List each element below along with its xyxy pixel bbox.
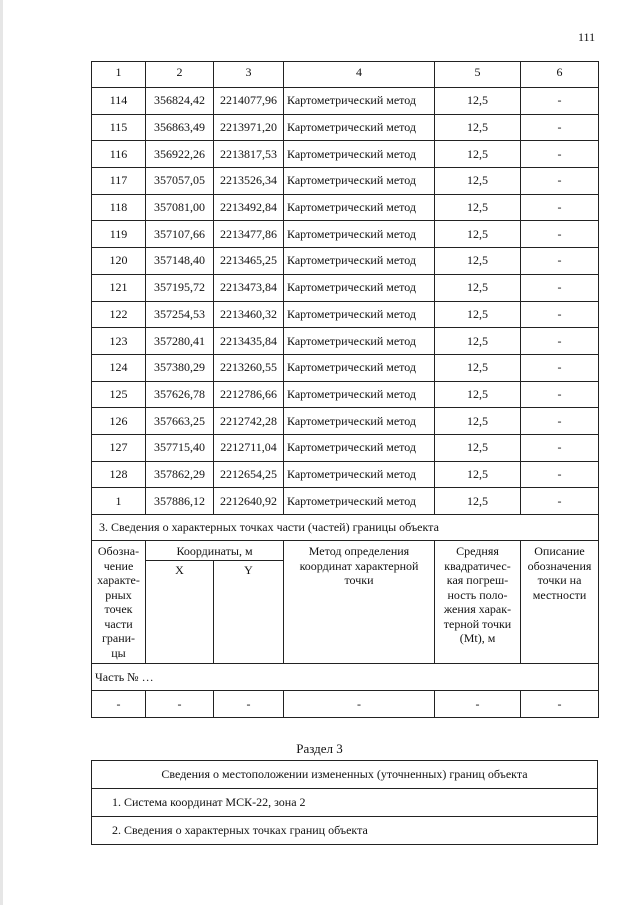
description-cell: - — [521, 194, 599, 221]
x-coordinate-cell: 356863,49 — [146, 114, 214, 141]
mt-header: Средняя квадратичес- кая погреш- ность поло- жения харак- терной точки (Mt), м — [435, 541, 521, 664]
y-coordinate-cell: 2213260,55 — [214, 354, 284, 381]
point-number-cell: 1 — [92, 488, 146, 515]
x-coordinate-cell: 357380,29 — [146, 354, 214, 381]
table-row — [92, 434, 599, 461]
y-coordinate-cell: 2213492,84 — [214, 194, 284, 221]
point-number-cell: 128 — [92, 461, 146, 488]
point-number-cell: 123 — [92, 328, 146, 355]
description-cell: - — [521, 274, 599, 301]
mt-cell: 12,5 — [435, 194, 521, 221]
characteristic-points-row — [92, 817, 598, 845]
table-row — [92, 221, 599, 248]
table-row — [92, 168, 599, 195]
description-cell: - — [521, 248, 599, 275]
y-coordinate-cell: 2213465,25 — [214, 248, 284, 275]
y-coordinate-cell: 2213971,20 — [214, 114, 284, 141]
boundary-info-header: Сведения о местоположении измененных (уточненных) границ объекта — [92, 761, 598, 789]
table-row — [92, 408, 599, 435]
mt-cell: 12,5 — [435, 141, 521, 168]
col-number: 6 — [521, 62, 599, 88]
mt-cell: 12,5 — [435, 221, 521, 248]
method-cell: Картометрический метод — [284, 354, 435, 381]
method-cell: Картометрический метод — [284, 221, 435, 248]
point-number-cell: 115 — [92, 114, 146, 141]
mt-cell: 12,5 — [435, 248, 521, 275]
section-title: Раздел 3 — [296, 741, 343, 756]
mt-cell: 12,5 — [435, 354, 521, 381]
coordinate-system-item: 1. Система координат МСК-22, зона 2 — [92, 789, 598, 817]
y-coordinate-cell: 2213435,84 — [214, 328, 284, 355]
mt-cell: 12,5 — [435, 274, 521, 301]
y-coordinate-cell: 2213473,84 — [214, 274, 284, 301]
method-cell: Картометрический метод — [284, 434, 435, 461]
x-coordinate-cell: 357715,40 — [146, 434, 214, 461]
description-cell: - — [521, 434, 599, 461]
point-number-cell: 122 — [92, 301, 146, 328]
mt-cell: 12,5 — [435, 461, 521, 488]
part-label-row — [92, 664, 599, 691]
y-coordinate-cell: 2212711,04 — [214, 434, 284, 461]
table-row — [92, 114, 599, 141]
mt-cell: 12,5 — [435, 168, 521, 195]
description-cell: - — [521, 328, 599, 355]
mt-cell: 12,5 — [435, 88, 521, 115]
point-number-cell: 127 — [92, 434, 146, 461]
table-row — [92, 248, 599, 275]
designation-header: Обозна- чение характе- рных точек части грани- цы — [92, 541, 146, 664]
mt-cell: 12,5 — [435, 328, 521, 355]
x-coordinate-cell: 357254,53 — [146, 301, 214, 328]
x-coordinate-cell: 357195,72 — [146, 274, 214, 301]
point-number-cell: 126 — [92, 408, 146, 435]
description-cell: - — [521, 114, 599, 141]
table-row — [92, 381, 599, 408]
point-number-cell: 121 — [92, 274, 146, 301]
y-coordinate-cell: 2212786,66 — [214, 381, 284, 408]
y-header: Y — [214, 561, 284, 664]
part-label: Часть № … — [92, 664, 599, 691]
coordinates-table — [91, 61, 599, 718]
method-cell: Картометрический метод — [284, 381, 435, 408]
col-number: 4 — [284, 62, 435, 88]
table-row — [92, 461, 599, 488]
description-cell: - — [521, 168, 599, 195]
x-coordinate-cell: 357057,05 — [146, 168, 214, 195]
dash-cell: - — [435, 691, 521, 718]
characteristic-points-item: 2. Сведения о характерных точках границ объекта — [92, 817, 598, 845]
method-cell: Картометрический метод — [284, 274, 435, 301]
boundary-info-header-row — [92, 761, 598, 789]
part-dash-row — [92, 691, 599, 718]
table-row — [92, 88, 599, 115]
y-coordinate-cell: 2213460,32 — [214, 301, 284, 328]
dash-cell: - — [146, 691, 214, 718]
method-cell: Картометрический метод — [284, 301, 435, 328]
col-number: 3 — [214, 62, 284, 88]
table-row — [92, 194, 599, 221]
point-number-cell: 120 — [92, 248, 146, 275]
description-cell: - — [521, 461, 599, 488]
description-cell: - — [521, 221, 599, 248]
section-heading-row — [92, 515, 599, 541]
description-cell: - — [521, 408, 599, 435]
coordinates-header: Координаты, м — [146, 541, 284, 561]
description-header: Описание обозначения точки на местности — [521, 541, 599, 664]
table-row — [92, 488, 599, 515]
page-number: 111 — [578, 30, 596, 44]
method-cell: Картометрический метод — [284, 194, 435, 221]
point-number-cell: 124 — [92, 354, 146, 381]
description-cell: - — [521, 488, 599, 515]
x-coordinate-cell: 357663,25 — [146, 408, 214, 435]
method-cell: Картометрический метод — [284, 88, 435, 115]
table-row — [92, 328, 599, 355]
mt-cell: 12,5 — [435, 488, 521, 515]
col-number: 2 — [146, 62, 214, 88]
x-coordinate-cell: 357081,00 — [146, 194, 214, 221]
description-cell: - — [521, 301, 599, 328]
point-number-cell: 118 — [92, 194, 146, 221]
coordinate-system-row — [92, 789, 598, 817]
x-coordinate-cell: 357148,40 — [146, 248, 214, 275]
method-cell: Картометрический метод — [284, 141, 435, 168]
y-coordinate-cell: 2214077,96 — [214, 88, 284, 115]
y-coordinate-cell: 2212640,92 — [214, 488, 284, 515]
y-coordinate-cell: 2213526,34 — [214, 168, 284, 195]
method-cell: Картометрический метод — [284, 114, 435, 141]
parts-header-row — [92, 541, 599, 561]
mt-cell: 12,5 — [435, 434, 521, 461]
method-cell: Картометрический метод — [284, 168, 435, 195]
x-header: X — [146, 561, 214, 664]
description-cell: - — [521, 141, 599, 168]
method-cell: Картометрический метод — [284, 328, 435, 355]
y-coordinate-cell: 2212654,25 — [214, 461, 284, 488]
scan-edge — [0, 0, 3, 905]
table-row — [92, 274, 599, 301]
method-cell: Картометрический метод — [284, 408, 435, 435]
method-header: Метод определения координат характерной точки — [284, 541, 435, 664]
x-coordinate-cell: 357886,12 — [146, 488, 214, 515]
y-coordinate-cell: 2212742,28 — [214, 408, 284, 435]
method-cell: Картометрический метод — [284, 488, 435, 515]
table-row — [92, 354, 599, 381]
x-coordinate-cell: 357626,78 — [146, 381, 214, 408]
boundary-info-table — [91, 760, 598, 845]
description-cell: - — [521, 88, 599, 115]
dash-cell: - — [521, 691, 599, 718]
description-cell: - — [521, 381, 599, 408]
x-coordinate-cell: 356922,26 — [146, 141, 214, 168]
x-coordinate-cell: 357107,66 — [146, 221, 214, 248]
point-number-cell: 114 — [92, 88, 146, 115]
mt-cell: 12,5 — [435, 381, 521, 408]
point-number-cell: 116 — [92, 141, 146, 168]
description-cell: - — [521, 354, 599, 381]
table-row — [92, 141, 599, 168]
x-coordinate-cell: 357280,41 — [146, 328, 214, 355]
y-coordinate-cell: 2213817,53 — [214, 141, 284, 168]
col-number: 1 — [92, 62, 146, 88]
method-cell: Картометрический метод — [284, 248, 435, 275]
dash-cell: - — [92, 691, 146, 718]
mt-cell: 12,5 — [435, 408, 521, 435]
x-coordinate-cell: 356824,42 — [146, 88, 214, 115]
method-cell: Картометрический метод — [284, 461, 435, 488]
mt-cell: 12,5 — [435, 301, 521, 328]
dash-cell: - — [284, 691, 435, 718]
x-coordinate-cell: 357862,29 — [146, 461, 214, 488]
section-heading: 3. Сведения о характерных точках части (частей) границы объекта — [92, 515, 599, 541]
column-number-row — [92, 62, 599, 88]
dash-cell: - — [214, 691, 284, 718]
mt-cell: 12,5 — [435, 114, 521, 141]
point-number-cell: 117 — [92, 168, 146, 195]
point-number-cell: 119 — [92, 221, 146, 248]
y-coordinate-cell: 2213477,86 — [214, 221, 284, 248]
point-number-cell: 125 — [92, 381, 146, 408]
col-number: 5 — [435, 62, 521, 88]
table-row — [92, 301, 599, 328]
